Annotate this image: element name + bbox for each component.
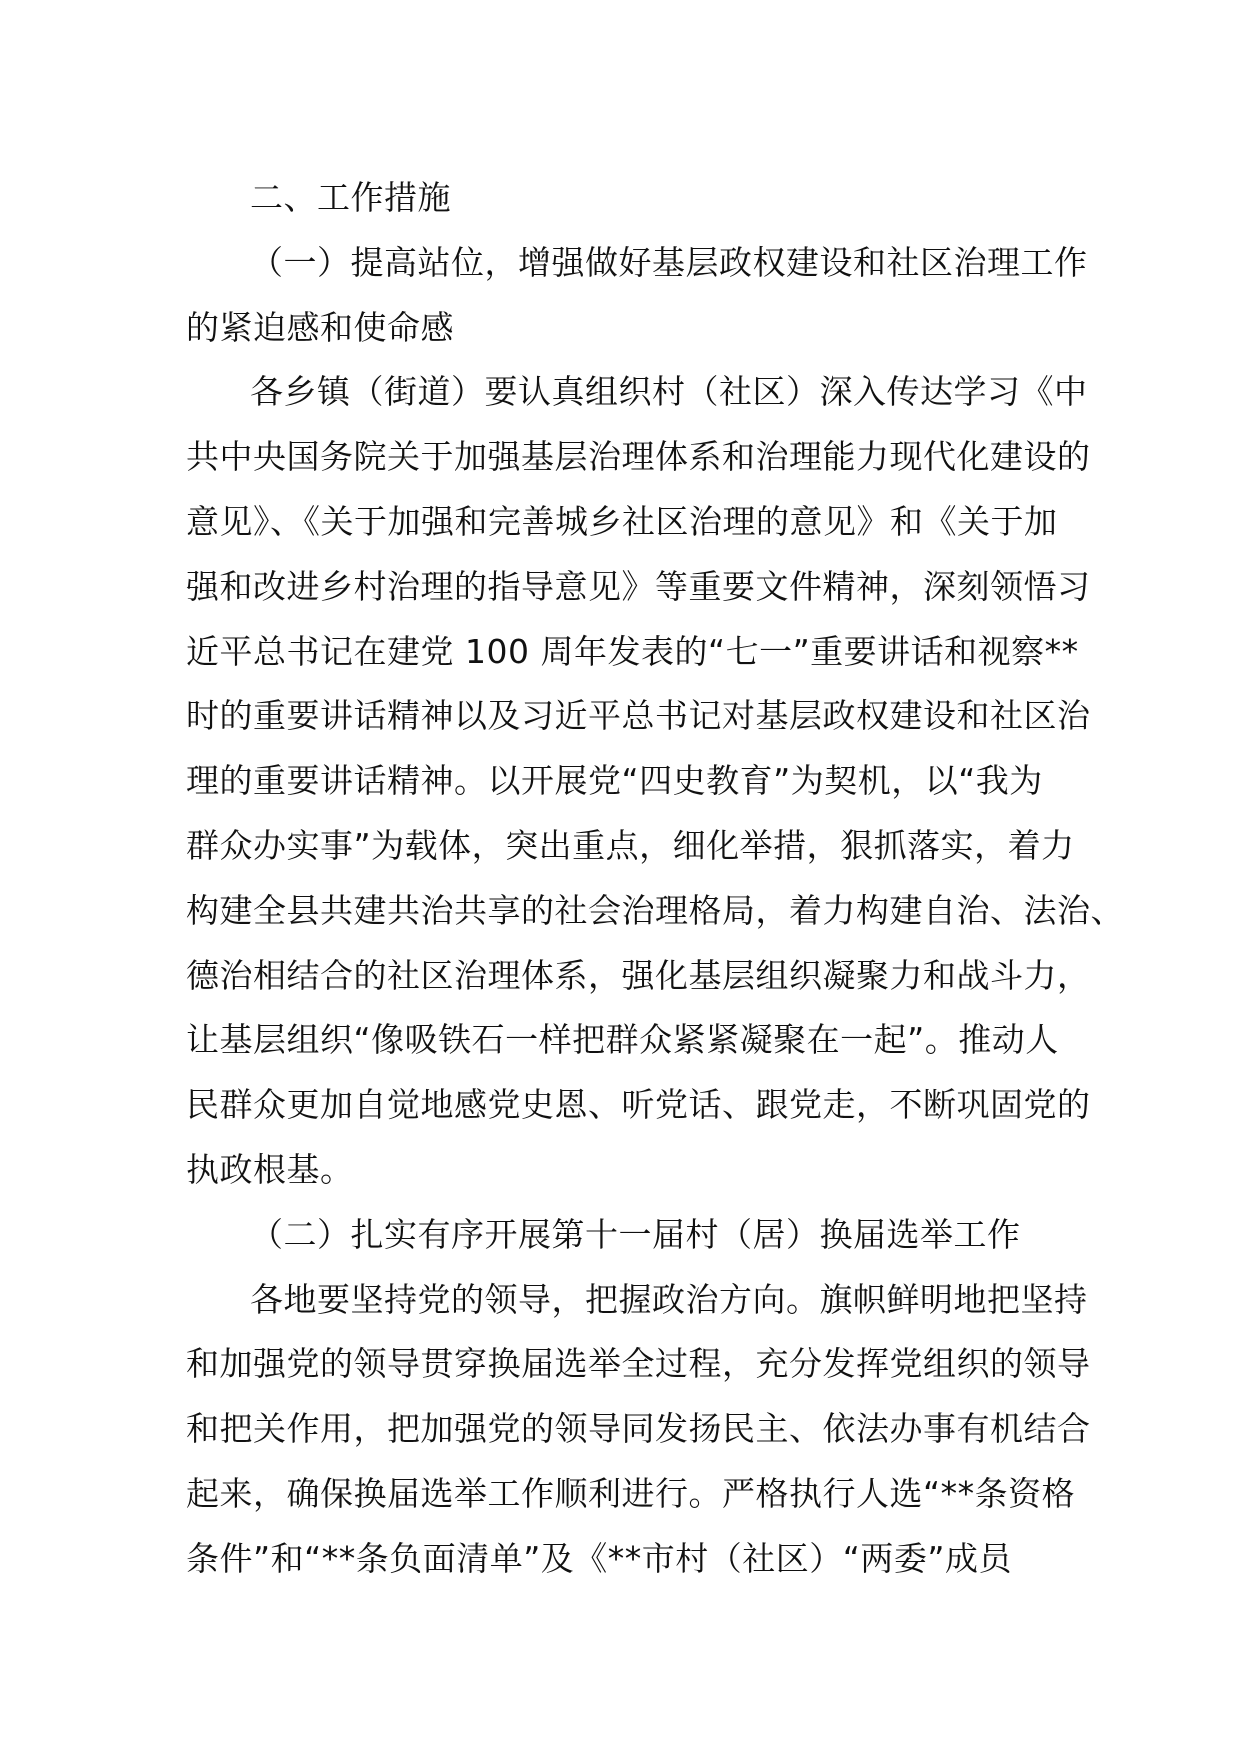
paragraph-line: 条件”和“**条负面清单”及《**市村（社区）“两委”成员 xyxy=(186,1538,1012,1578)
subsection-heading-1: （一）提高站位，增强做好基层政权建设和社区治理工作 xyxy=(250,242,1088,282)
paragraph-line: 共中央国务院关于加强基层治理体系和治理能力现代化建设的 xyxy=(186,437,1091,477)
paragraph-line: 民群众更加自觉地感党史恩、听党话、跟党走，不断巩固党的 xyxy=(186,1085,1091,1125)
paragraph-line: 近平总书记在建党 100 周年发表的“七一”重要讲话和视察** xyxy=(186,631,1079,671)
section-heading: 二、工作措施 xyxy=(250,178,451,217)
paragraph-line: 时的重要讲话精神以及习近平总书记对基层政权建设和社区治 xyxy=(186,696,1091,736)
paragraph-line: 群众办实事”为载体，突出重点，细化举措，狠抓落实，着力 xyxy=(186,825,1075,865)
paragraph-line: 执政根基。 xyxy=(186,1149,354,1189)
paragraph-line: 起来，确保换届选举工作顺利进行。严格执行人选“**条资格 xyxy=(186,1473,1076,1513)
paragraph-line: 意见》、《关于加强和完善城乡社区治理的意见》和《关于加 xyxy=(186,501,1058,541)
paragraph-line: 德治相结合的社区治理体系，强化基层组织凝聚力和战斗力， xyxy=(186,955,1091,995)
paragraph-line: 和加强党的领导贯穿换届选举全过程，充分发挥党组织的领导 xyxy=(186,1344,1091,1384)
subsection-heading-2: （二）扎实有序开展第十一届村（居）换届选举工作 xyxy=(250,1214,1021,1254)
paragraph-line: 构建全县共建共治共享的社会治理格局，着力构建自治、法治、 xyxy=(186,890,1124,930)
paragraph-line: 和把关作用，把加强党的领导同发扬民主、依法办事有机结合 xyxy=(186,1409,1091,1449)
document-body xyxy=(186,166,1124,1592)
paragraph-line: 各乡镇（街道）要认真组织村（社区）深入传达学习《中 xyxy=(250,372,1088,412)
paragraph-line: 各地要坚持党的领导，把握政治方向。旗帜鲜明地把坚持 xyxy=(250,1279,1088,1319)
paragraph-line: 让基层组织“像吸铁石一样把群众紧紧凝聚在一起”。推动人 xyxy=(186,1020,1059,1060)
paragraph-line: 理的重要讲话精神。以开展党“四史教育”为契机，以“我为 xyxy=(186,761,1043,801)
subsection-heading-1-cont: 的紧迫感和使命感 xyxy=(186,307,454,347)
paragraph-line: 强和改进乡村治理的指导意见》等重要文件精神，深刻领悟习 xyxy=(186,566,1091,606)
